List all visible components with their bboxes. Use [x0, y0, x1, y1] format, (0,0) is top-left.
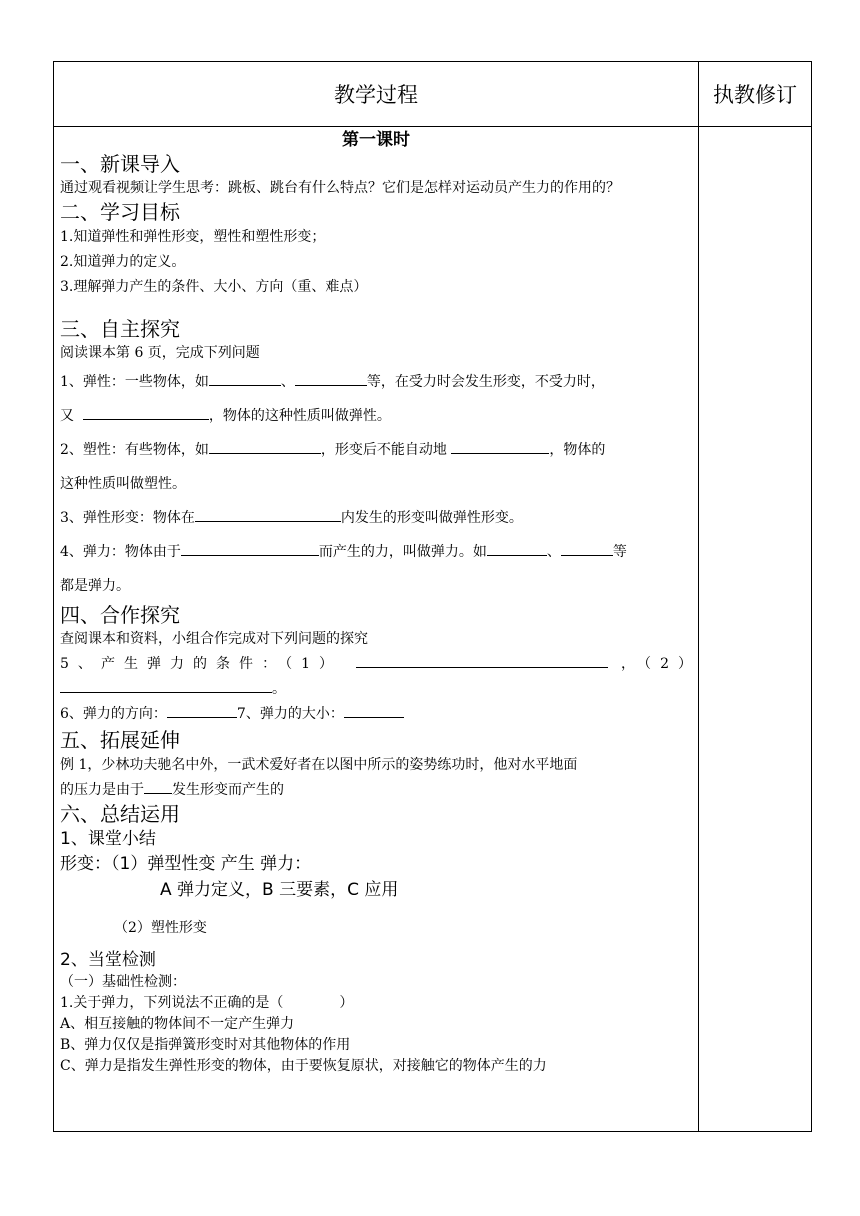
blank-line[interactable]	[209, 437, 321, 454]
class-test-subtitle: 2、当堂检测	[60, 950, 156, 970]
blank-line[interactable]	[344, 701, 404, 718]
blank-line[interactable]	[83, 403, 209, 420]
goal-item: 1.知道弹性和弹性形变，塑性和塑性形变；	[60, 229, 326, 245]
lesson-plan-table	[53, 61, 812, 1132]
test-question-1: 1.关于弹力，下列说法不正确的是（ ）	[60, 995, 354, 1011]
option-a: A、相互接触的物体间不一定产生弹力	[60, 1016, 295, 1032]
question-3: 3、弹性形变：物体在 内发生的形变叫做弹性形变。	[60, 501, 692, 535]
blank-line[interactable]	[144, 777, 172, 794]
summary-line-3: （2）塑性形变	[114, 920, 207, 936]
extension-text-1: 例 1，少林功夫驰名中外，一武术爱好者在以图中所示的姿势练功时，他对水平地面	[60, 757, 578, 773]
blank-line[interactable]	[181, 539, 319, 556]
section-summary-title: 六、总结运用	[60, 802, 180, 826]
option-c: C、弹力是指发生弹性形变的物体，由于要恢复原状，对接触它的物体产生的力	[60, 1058, 547, 1074]
section-goals-title: 二、学习目标	[60, 200, 180, 224]
basic-test-label: （一）基础性检测：	[60, 974, 186, 990]
question-4-line-1: 4、弹力：物体由于 而产生的力，叫做弹力。如 、 等	[60, 535, 692, 569]
header-revision: 执教修订	[699, 62, 812, 127]
blank-line[interactable]	[167, 701, 237, 718]
question-1-line-2: 又 ，物体的这种性质叫做弹性。	[60, 399, 692, 433]
blank-line[interactable]	[561, 539, 613, 556]
content-cell	[54, 127, 699, 1132]
question-1-line-1: 1、弹性：一些物体，如 、 等，在受力时会发生形变，不受力时，	[60, 365, 692, 399]
section-cooperative-title: 四、合作探究	[60, 603, 180, 627]
goal-item: 3.理解弹力产生的条件、大小、方向（重、难点）	[60, 279, 368, 295]
lesson-title: 第一课时	[342, 130, 410, 150]
question-5-line-2: 。	[60, 676, 692, 701]
section-self-study-title: 三、自主探究	[60, 317, 180, 341]
blank-line[interactable]	[295, 369, 367, 386]
question-6-7: 6、弹力的方向： 7、弹力的大小：	[60, 701, 692, 728]
option-b: B、弹力仅仅是指弹簧形变时对其他物体的作用	[60, 1037, 351, 1053]
blank-line[interactable]	[487, 539, 547, 556]
class-summary-subtitle: 1、课堂小结	[60, 829, 156, 849]
blank-line[interactable]	[451, 437, 549, 454]
blank-line[interactable]	[209, 369, 281, 386]
summary-line-1: 形变：（1）弹型性变 产生 弹力：	[60, 854, 312, 874]
extension-text-2: 的压力是由于 发生形变而产生的	[60, 777, 692, 802]
question-4-line-2: 都是弹力。	[60, 578, 130, 594]
blank-line[interactable]	[356, 651, 608, 668]
section-intro-title: 一、新课导入	[60, 152, 180, 176]
header-teaching-process: 教学过程	[54, 62, 699, 127]
question-5-line-1: 5、产生弹力的条件：（1） ，（2）	[60, 651, 692, 676]
summary-line-2: A 弹力定义，B 三要素，C 应用	[160, 880, 399, 900]
blank-line[interactable]	[60, 676, 272, 693]
blank-line[interactable]	[195, 505, 341, 522]
cooperative-intro: 查阅课本和资料，小组合作完成对下列问题的探究	[60, 631, 368, 647]
goal-item: 2.知道弹力的定义。	[60, 254, 186, 270]
section-intro-text: 通过观看视频让学生思考：跳板、跳台有什么特点？它们是怎样对运动员产生力的作用的？	[60, 180, 620, 196]
revision-cell[interactable]	[699, 127, 812, 1132]
question-2-line-2: 这种性质叫做塑性。	[60, 476, 186, 492]
question-2-line-1: 2、塑性：有些物体，如 ，形变后不能自动地 ，物体的	[60, 433, 692, 467]
section-extension-title: 五、拓展延伸	[60, 728, 180, 752]
self-study-intro: 阅读课本第 6 页，完成下列问题	[60, 345, 260, 361]
